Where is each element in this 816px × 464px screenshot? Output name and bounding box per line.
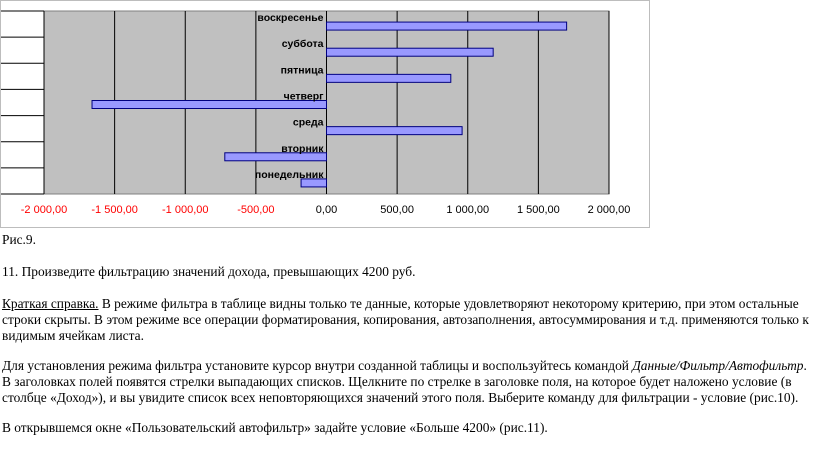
x-tick-label: -1 500,00 <box>91 204 138 216</box>
brief-line-1: В режиме фильтра в таблице видны только те данные, которые удовлетворяют некоторому критерию, при этом остальные <box>98 296 799 311</box>
filter-line-1-end: . <box>803 358 807 373</box>
step-11-text: 11. Произведите фильтрацию значений дохода, превышающих 4200 руб. <box>2 264 416 279</box>
bar-chart-frame <box>0 0 650 228</box>
x-tick-label: -1 000,00 <box>162 204 209 216</box>
category-label: воскресенье <box>257 12 324 25</box>
category-label: суббота <box>281 38 324 51</box>
brief-reference-title: Краткая справка. <box>2 296 99 311</box>
brief-reference-paragraph <box>2 296 814 344</box>
x-tick-label: 2 000,00 <box>587 204 631 216</box>
filter-line-2: В заголовках полей появятся стрелки выпадающих списков. Щелкните по стрелке в заголовке поля, на которое будет наложено условие (в <box>2 374 792 389</box>
x-tick-label: -2 000,00 <box>20 204 68 216</box>
x-tick-label: 500,00 <box>380 204 414 216</box>
category-label: понедельник <box>254 168 324 181</box>
bar-6 <box>327 22 567 30</box>
category-label: пятница <box>280 64 324 77</box>
figure-caption: Рис.9. <box>2 232 36 247</box>
custom-autofilter-text: В открывшемся окне «Пользовательский автофильтр» задайте условие «Больше 4200» (рис.11). <box>2 420 548 435</box>
category-label: среда <box>292 116 324 129</box>
x-tick-label: 0,00 <box>315 204 338 216</box>
filter-line-3: столбце «Доход»), и вы увидите список всех неповторяющихся значений этого поля. Выберите команду для фильтрации - условие (рис.10). <box>2 390 799 405</box>
x-tick-label: 1 500,00 <box>516 204 560 216</box>
bar-2 <box>327 127 463 135</box>
category-label: вторник <box>281 142 324 155</box>
filter-instructions-paragraph <box>2 358 814 406</box>
filter-line-1: Для установления режима фильтра установите курсор внутри созданной таблицы и воспользуйтесь командой <box>2 358 633 373</box>
bar-chart <box>1 1 651 229</box>
bar-5 <box>327 48 494 56</box>
x-tick-label: -500,00 <box>237 204 275 216</box>
category-label: четверг <box>283 90 324 103</box>
brief-line-3: видимым ячейкам листа. <box>2 328 144 343</box>
x-tick-label: 1 000,00 <box>446 204 490 216</box>
brief-line-2: строки скрыты. В этом режиме все операции форматирования, копирования, автозаполнения, автосуммирования и т.д. применяются только к <box>2 312 809 327</box>
menu-command-autofilter: Данные/Фильтр/Автофильтр <box>632 358 804 373</box>
bar-4 <box>327 74 451 82</box>
